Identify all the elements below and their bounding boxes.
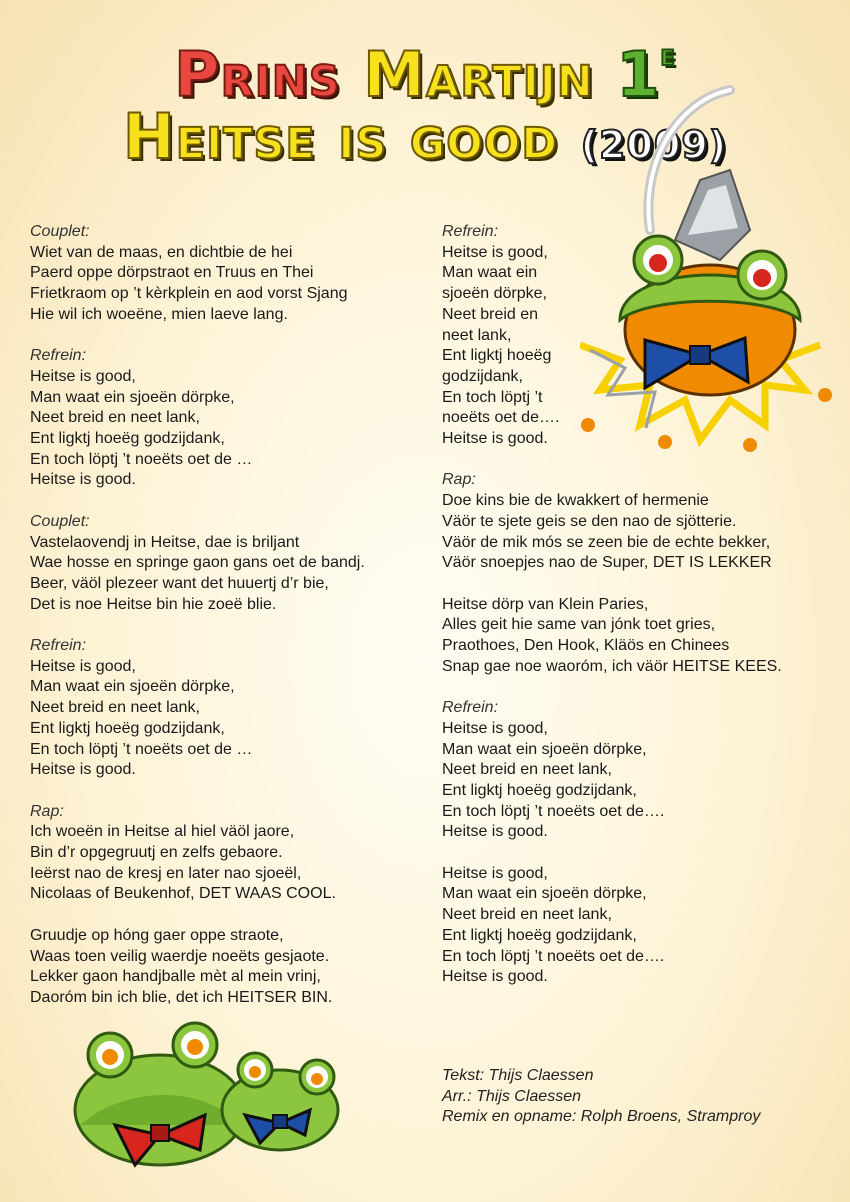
credit-tekst: Tekst: Thijs Claessen xyxy=(442,1067,594,1084)
song-title: Heitse is good xyxy=(122,100,559,173)
lyric-line: Neet breid en neet lank, xyxy=(30,409,200,427)
lyric-line: Vastelaovendj in Heitse, dae is briljant xyxy=(30,533,300,551)
section-label: Refrein: xyxy=(442,223,499,240)
lyric-line: Heitse is good. xyxy=(442,968,548,986)
lyric-line: Paerd oppe dörpstraot en Truus en Thei xyxy=(30,264,314,282)
stanza-gap xyxy=(442,574,822,595)
lyric-line: Ent ligktj hoeëg xyxy=(442,347,552,365)
section-label: Refrein: xyxy=(442,699,499,717)
lyric-line: Snap gae noe waoróm, ich väör HEITSE KEES. xyxy=(442,657,782,675)
lyric-line: Ieërst nao de kresj en later nao sjoeël, xyxy=(30,864,302,882)
credit-remix: Remix en opname: Rolph Broens, Stramproy xyxy=(442,1108,761,1125)
lyric-line: Neet breid en xyxy=(442,305,539,323)
stanza-gap xyxy=(30,491,430,512)
stanza-gap xyxy=(30,615,430,636)
lyric-line: neet lank, xyxy=(442,326,512,344)
section-label: Refrein: xyxy=(30,637,87,655)
lyric-line: Lekker gaon handjballe mèt al mein vrinj, xyxy=(30,968,321,986)
lyric-line: Man waat ein sjoeën dörpke, xyxy=(442,885,647,903)
lyric-line: Heitse dörp van Klein Paries, xyxy=(442,595,649,613)
lyric-line: Alles geit hie same van jónk toet gries, xyxy=(442,616,716,634)
lyric-line: Waas toen veilig waerdje noeëts gesjaote. xyxy=(30,947,330,965)
lyric-line: Doe kins bie de kwakkert of hermenie xyxy=(442,492,709,510)
section-label: Refrein: xyxy=(30,347,87,365)
lyrics-right-column xyxy=(442,222,822,988)
song-year: (2009) xyxy=(580,123,728,167)
lyric-line: Ent ligktj hoeëg godzijdank, xyxy=(442,781,637,799)
lyric-line: Heitse is good. xyxy=(30,761,136,779)
lyric-line: Gruudje op hóng gaer oppe straote, xyxy=(30,926,284,944)
lyric-line: Ent ligktj hoeëg godzijdank, xyxy=(30,719,225,737)
lyric-line: Heitse is good. xyxy=(442,823,548,841)
lyric-line: Neet breid en neet lank, xyxy=(30,699,200,717)
stanza-gap xyxy=(442,843,822,864)
lyric-line: Det is noe Heitse bin hie zoeë blie. xyxy=(30,595,277,613)
lyric-line: Heitse is good, xyxy=(442,243,548,261)
lyric-line: Neet breid en neet lank, xyxy=(442,906,612,924)
lyric-line: Heitse is good, xyxy=(30,657,136,675)
lyric-line: Bin d’r opgegruutj en zelfs gebaore. xyxy=(30,844,283,862)
stanza-gap xyxy=(442,677,822,698)
section-label: Rap: xyxy=(442,471,476,489)
lyric-line: Väör de mik mós se zeen bie de echte bekker, xyxy=(442,533,771,551)
title-number: 1e xyxy=(616,38,676,111)
lyric-line: En toch löptj ’t noeëts oet de…. xyxy=(442,802,665,820)
lyric-line: En toch löptj ’t noeëts oet de … xyxy=(30,740,253,758)
section-label: Couplet: xyxy=(30,223,90,240)
lyric-line: Heitse is good, xyxy=(442,864,548,882)
lyric-line: Väör snoepjes nao de Super, DET IS LEKKER xyxy=(442,554,772,572)
lyric-line: Frietkraom op ’t kèrkplein en aod vorst Sjang xyxy=(30,285,348,303)
lyric-line: Nicolaas of Beukenhof, DET WAAS COOL. xyxy=(30,885,336,903)
lyric-line: noeëts oet de…. xyxy=(442,409,560,427)
lyric-line: Heitse is good, xyxy=(442,719,548,737)
stanza-gap xyxy=(30,326,430,347)
lyric-line: Man waat ein sjoeën dörpke, xyxy=(442,740,647,758)
lyric-line: Beer, väöl plezeer want det huuertj d’r bie, xyxy=(30,574,329,592)
lyric-line: En toch löptj ’t noeëts oet de…. xyxy=(442,947,665,965)
title-martijn: Martijn xyxy=(363,38,594,111)
lyric-line: Heitse is good, xyxy=(30,367,136,385)
lyric-line: Hie wil ich woeëne, mien laeve lang. xyxy=(30,305,288,323)
stanza-gap xyxy=(30,905,430,926)
lyric-line: Man waat ein sjoeën dörpke, xyxy=(30,388,235,406)
lyric-line: Man waat ein xyxy=(442,264,538,282)
title-prins: Prins xyxy=(174,38,341,111)
lyric-line: En toch löptj ’t noeëts oet de … xyxy=(30,450,253,468)
lyric-line: Ent ligktj hoeëg godzijdank, xyxy=(442,926,637,944)
frog-duo-icon xyxy=(65,1015,365,1175)
credits xyxy=(442,1066,760,1128)
lyric-line: Heitse is good. xyxy=(30,471,136,489)
lyric-line: godzijdank, xyxy=(442,367,523,385)
lyrics-left-column xyxy=(30,222,430,1009)
lyric-line: Väör te sjete geis se den nao de sjötterie. xyxy=(442,512,737,530)
lyric-line: Man waat ein sjoeën dörpke, xyxy=(30,678,235,696)
lyric-line: Wae hosse en springe gaon gans oet de bandj. xyxy=(30,554,365,572)
lyric-line: Ich woeën in Heitse al hiel väöl jaore, xyxy=(30,823,295,841)
section-label: Rap: xyxy=(30,802,64,820)
credit-arr: Arr.: Thijs Claessen xyxy=(442,1087,581,1105)
lyric-line: Praothoes, Den Hook, Kläös en Chinees xyxy=(442,637,730,655)
stanza-gap xyxy=(30,781,430,802)
section-label: Couplet: xyxy=(30,512,90,530)
lyric-line: sjoeën dörpke, xyxy=(442,285,547,303)
stanza-gap xyxy=(442,450,822,471)
lyric-line: Daoróm bin ich blie, det ich HEITSER BIN. xyxy=(30,988,333,1006)
lyric-line: Ent ligktj hoeëg godzijdank, xyxy=(30,430,225,448)
lyric-line: Heitse is good. xyxy=(442,430,548,448)
lyric-line: En toch löptj ’t xyxy=(442,388,543,406)
lyric-line: Wiet van de maas, en dichtbie de hei xyxy=(30,243,293,261)
lyric-line: Neet breid en neet lank, xyxy=(442,761,612,779)
